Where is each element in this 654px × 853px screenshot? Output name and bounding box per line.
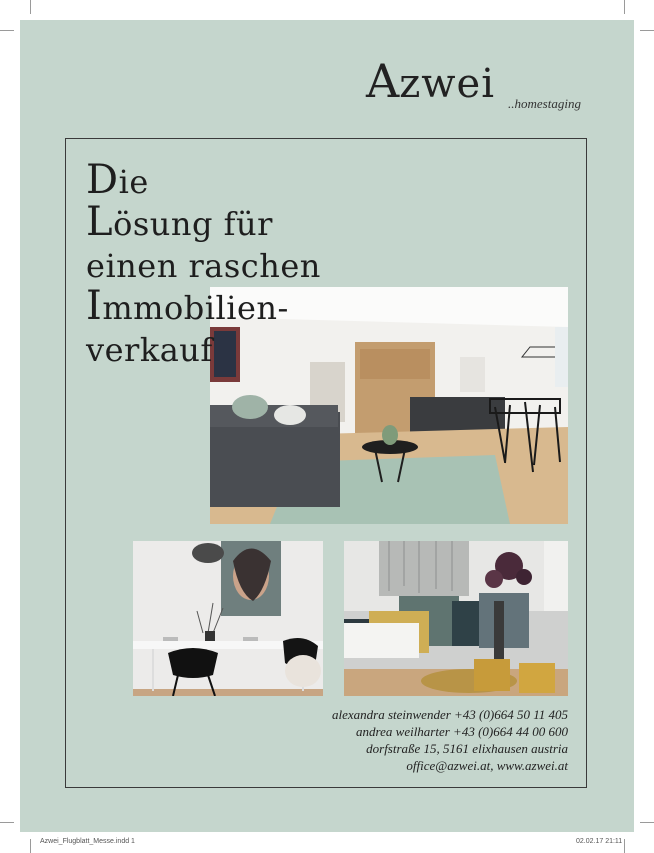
headline — [86, 157, 321, 370]
logo-rest: zwei — [399, 61, 496, 107]
sofa-detail-photo — [344, 541, 568, 696]
headline-line: Die — [86, 157, 149, 203]
crop-mark — [624, 839, 625, 853]
print-slug-filename: Azwei_Flugblatt_Messe.indd 1 — [40, 838, 135, 845]
email-web-line[interactable]: office@azwei.at, www.azwei.at — [406, 758, 568, 773]
crop-mark — [0, 822, 14, 823]
dining-corner-photo — [133, 541, 323, 696]
contact-block — [300, 706, 568, 774]
brand-logo — [366, 54, 496, 108]
crop-mark — [0, 30, 14, 31]
headline-line: verkauf — [86, 331, 213, 369]
brand-tagline: ..homestaging — [508, 96, 581, 111]
headline-line: einen raschen — [86, 247, 321, 285]
crop-mark — [624, 0, 625, 14]
crop-mark — [30, 0, 31, 14]
logo-initial: A — [366, 54, 400, 108]
headline-line: Immobilien- — [86, 283, 289, 329]
crop-mark — [640, 822, 654, 823]
headline-line: Lösung für — [86, 199, 273, 245]
contact-line: alexandra steinwender +43 (0)664 50 11 405 — [332, 707, 568, 722]
crop-mark — [30, 839, 31, 853]
print-slug-timestamp: 02.02.17 21:11 — [576, 838, 623, 845]
crop-mark — [640, 30, 654, 31]
address-line: dorfstraße 15, 5161 elixhausen austria — [366, 741, 568, 756]
contact-line: andrea weilharter +43 (0)664 44 00 600 — [356, 724, 568, 739]
